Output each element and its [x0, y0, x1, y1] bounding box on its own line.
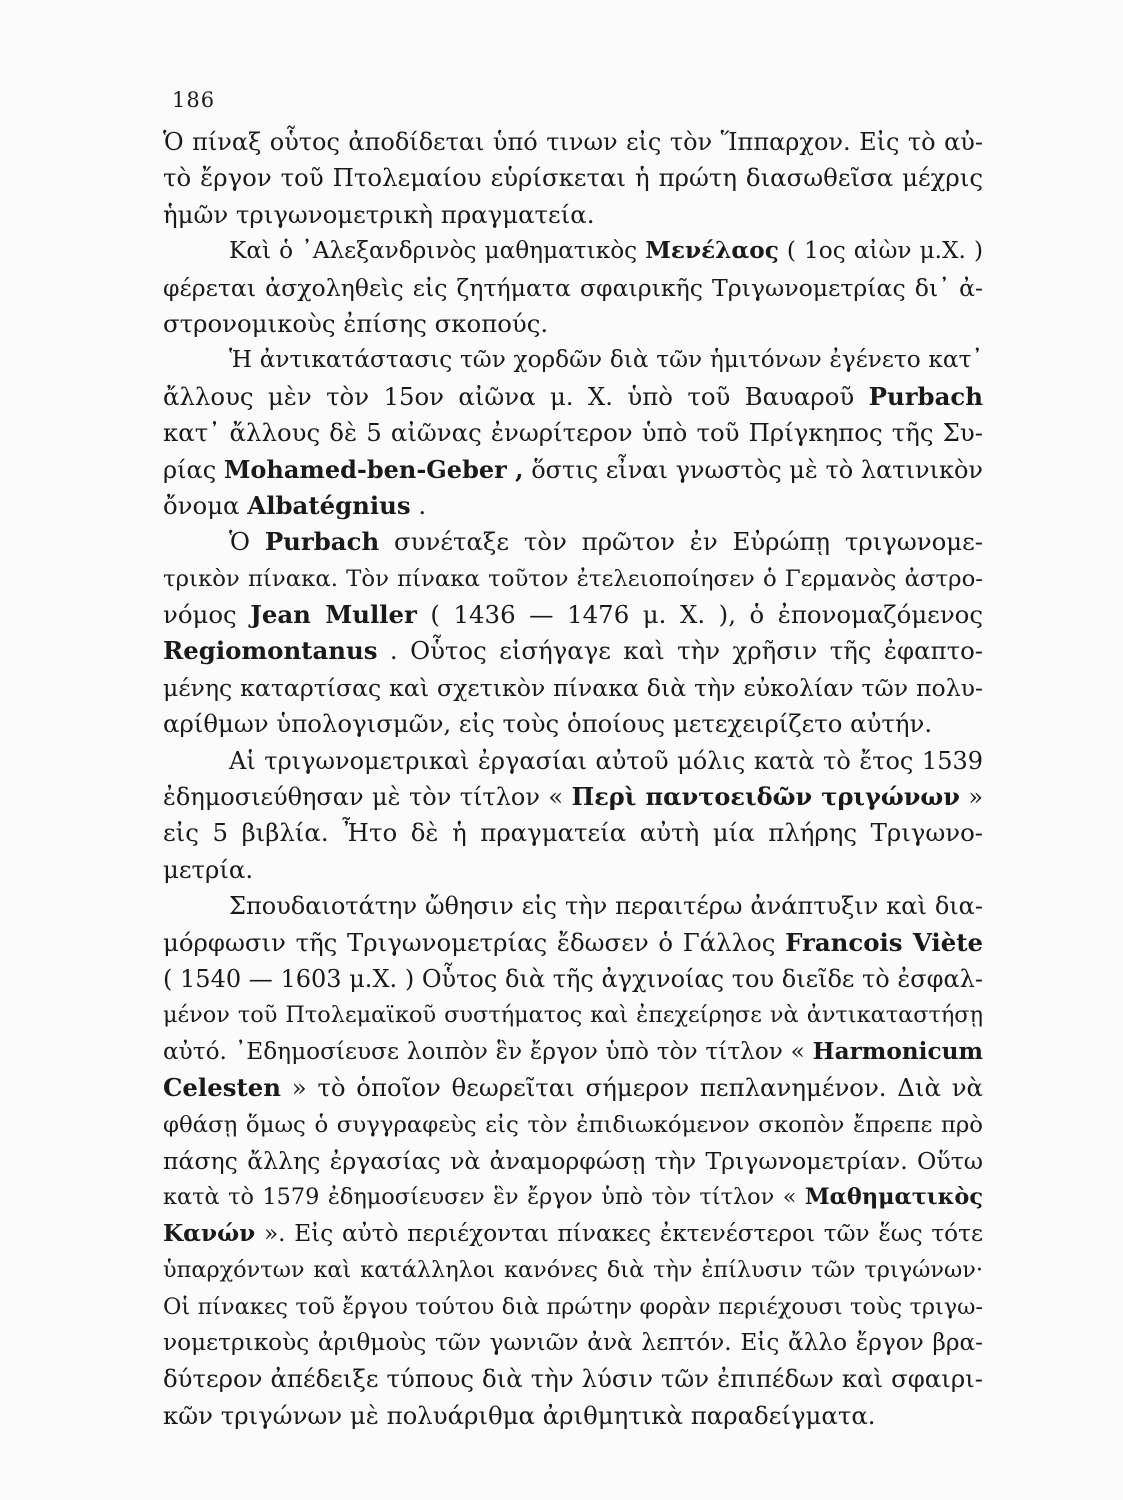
text-segment: Οἱ πίνακες τοῦ ἔργου τούτου διὰ πρώτην φορὰν περιέχουσι τοὺς τριγω- [163, 1293, 983, 1320]
text-segment: νόμος [163, 600, 251, 630]
text-segment: ὑπαρχόντων καὶ κατάλληλοι κανόνες διὰ τὴν ἐπίλυσιν τῶν τριγώνων· [163, 1257, 983, 1284]
text-line [163, 197, 983, 233]
text-segment: Ἡ ἀντικατάστασις τῶν χορδῶν διὰ τῶν ἡμιτόνων ἐγένετο κατ᾽ [229, 346, 983, 374]
text-line [163, 379, 983, 415]
page-number: 186 [172, 88, 216, 112]
text-segment: ἐδημοσιεύθησαν μὲ τὸν τίτλον « [163, 783, 572, 812]
text-line [163, 561, 983, 597]
text-segment: Ὁ πίναξ οὗτος ἀποδίδεται ὑπό τινων εἰς τὸν Ἵππαρχον. Εἰς τὸ αὐ- [163, 128, 983, 156]
text-segment: ». Εἰς αὐτὸ περιέχονται πίνακες ἐκτενέστεροι τῶν ἕως τότε [255, 1219, 983, 1247]
text-segment: εἰς 5 βιβλία. Ἦτο δὲ ἡ πραγματεία αὐτὴ μία πλήρης Τριγωνο- [163, 818, 983, 848]
bold-text-segment: Purbach [264, 527, 380, 557]
text-line [163, 925, 983, 961]
text-segment: » [959, 783, 984, 812]
text-line [163, 124, 983, 160]
text-line [163, 1070, 983, 1106]
text-segment: ἄλλους μὲν τὸν 15ον αἰῶνα μ. Χ. ὑπὸ τοῦ Βαυαροῦ [163, 381, 869, 411]
text-segment: μετρία. [163, 854, 254, 884]
text-line [163, 270, 983, 306]
text-segment: Σπουδαιοτάτην ὤθησιν εἰς τὴν περαιτέρω ἀνάπτυξιν καὶ δια- [229, 892, 983, 921]
text-line [163, 670, 983, 706]
text-segment: ὅστις εἶναι γνωστὸς μὲ τὸ λατινικὸν [523, 455, 984, 484]
bold-text-segment: Mohamed-ben-Geber , [223, 454, 524, 484]
text-line [163, 597, 983, 633]
text-segment: τὸ ἔργον τοῦ Πτολεμαίου εὑρίσκεται ἡ πρώτη διασωθεῖσα μέχρις [163, 163, 983, 193]
text-line [163, 415, 983, 451]
text-line [163, 1361, 983, 1397]
text-line [163, 997, 983, 1033]
text-segment: τρικὸν πίνακα. Τὸν πίνακα τοῦτον ἐτελειοποίησεν ὁ Γερμανὸς ἀστρο- [163, 565, 983, 592]
text-segment: κατ᾽ ἄλλους δὲ 5 αἰῶνας ἐνωρίτερον ὑπὸ τοῦ Πρίγκηπος τῆς Συ- [163, 418, 983, 448]
text-segment: . [410, 490, 427, 520]
text-line [163, 1252, 983, 1288]
bold-text-segment: Μαθηματικὸς [804, 1184, 983, 1211]
text-line [163, 160, 983, 196]
text-line [163, 1398, 983, 1434]
text-segment: φέρεται ἀσχοληθεὶς εἰς ζητήματα σφαιρικῆς Τριγωνομετρίας δι᾽ ἀ- [163, 273, 983, 302]
text-segment: κῶν τριγώνων μὲ πολυάριθμα ἀριθμητικὰ παραδείγματα. [163, 1400, 876, 1430]
text-segment: νομετρικοὺς ἀριθμοὺς τῶν γωνιῶν ἀνὰ λεπτόν. Εἰς ἄλλο ἔργον βρα- [163, 1328, 983, 1356]
text-segment: ὄνομα [163, 490, 248, 520]
text-segment: μένης καταρτίσας καὶ σχετικὸν πίνακα διὰ τὴν εὐκολίαν τῶν πολυ- [163, 673, 983, 702]
bold-text-segment: Regiomontanus [163, 636, 378, 666]
text-line [163, 743, 983, 779]
text-line [163, 1289, 983, 1325]
text-line [163, 1143, 983, 1179]
bold-text-segment: Κανών [163, 1219, 256, 1247]
text-line [163, 888, 983, 924]
text-segment: ( 1540 — 1603 μ.Χ. ) Οὗτος διὰ τῆς ἀγχινοίας του διεῖδε τὸ ἐσφαλ- [163, 964, 983, 993]
text-line [163, 1034, 983, 1070]
bold-text-segment: Περὶ παντοειδῶν τριγώνων [571, 782, 960, 812]
text-segment: ( 1ος αἰὼν μ.Χ. ) [778, 237, 983, 265]
text-segment: συνέταξε τὸν πρῶτον ἐν Εὐρώπῃ τριγωνομε- [379, 527, 983, 557]
bold-text-segment: Μενέλαος [645, 237, 779, 265]
bold-text-segment: Jean Muller [250, 600, 417, 630]
text-line [163, 233, 983, 269]
text-segment: στρονομικοὺς ἐπίσης σκοπούς. [163, 308, 549, 338]
text-line [163, 1179, 983, 1215]
text-line [163, 342, 983, 378]
text-segment: ἡμῶν τριγωνομετρικὴ πραγματεία. [163, 199, 595, 229]
text-line [163, 1216, 983, 1252]
text-line [163, 961, 983, 997]
text-segment: » τὸ ὁποῖον θεωρεῖται σήμερον πεπλανημένον. Διὰ νὰ [280, 1073, 983, 1103]
text-segment: μόρφωσιν τῆς Τριγωνομετρίας ἔδωσεν ὁ Γάλλος [163, 927, 786, 957]
text-line [163, 524, 983, 560]
text-line [163, 779, 983, 815]
text-segment: δύτερον ἀπέδειξε τύπους διὰ τὴν λύσιν τῶν ἐπιπέδων καὶ σφαιρι- [163, 1364, 983, 1394]
text-line [163, 706, 983, 742]
text-segment: μένον τοῦ Πτολεμαϊκοῦ συστήματος καὶ ἐπεχείρησε νὰ ἀντικαταστήσῃ [163, 1002, 983, 1029]
text-segment: ρίας [163, 455, 224, 484]
text-line [163, 633, 983, 669]
bold-text-segment: Celesten [163, 1073, 281, 1103]
text-line [163, 488, 983, 524]
bold-text-segment: Purbach [868, 381, 983, 411]
bold-text-segment: Harmonicum [812, 1037, 983, 1065]
text-segment: Αἱ τριγωνομετρικαὶ ἐργασίαι αὐτοῦ μόλις κατὰ τὸ ἔτος 1539 [229, 746, 983, 775]
text-line [163, 815, 983, 851]
text-line [163, 306, 983, 342]
text-segment: . Οὗτος εἰσήγαγε καὶ τὴν χρῆσιν τῆς ἐφαπτο- [377, 636, 983, 666]
bold-text-segment: Albatégnius [247, 490, 411, 520]
text-segment: αὐτό. ᾽Εδημοσίευσε λοιπὸν ἓν ἔργον ὑπὸ τὸν τίτλον « [163, 1037, 813, 1065]
text-line [163, 1107, 983, 1143]
text-segment: φθάσῃ ὅμως ὁ συγγραφεὺς εἰς τὸν ἐπιδιωκόμενον σκοπὸν ἔπρεπε πρὸ [163, 1111, 983, 1138]
text-segment: αρίθμων ὑπολογισμῶν, εἰς τοὺς ὁποίους μετεχειρίζετο αὐτήν. [163, 709, 933, 739]
text-segment: κατὰ τὸ 1579 ἐδημοσίευσεν ἓν ἔργον ὑπὸ τὸν τίτλον « [163, 1184, 805, 1211]
bold-text-segment: Francois Viète [785, 927, 983, 957]
body-text [163, 124, 983, 1434]
text-segment: πάσης ἄλλης ἐργασίας νὰ ἀναμορφώσῃ τὴν Τριγωνομετρίαν. Οὕτω [163, 1146, 983, 1175]
text-segment: Ὁ [229, 527, 265, 557]
text-segment: Καὶ ὁ ᾽Αλεξανδρινὸς μαθηματικὸς [229, 237, 646, 265]
text-line [163, 852, 983, 888]
text-segment: ( 1436 — 1476 μ. Χ. ), ὁ ἐπονομαζόμενος [416, 600, 983, 630]
text-line [163, 452, 983, 488]
text-line [163, 1325, 983, 1361]
